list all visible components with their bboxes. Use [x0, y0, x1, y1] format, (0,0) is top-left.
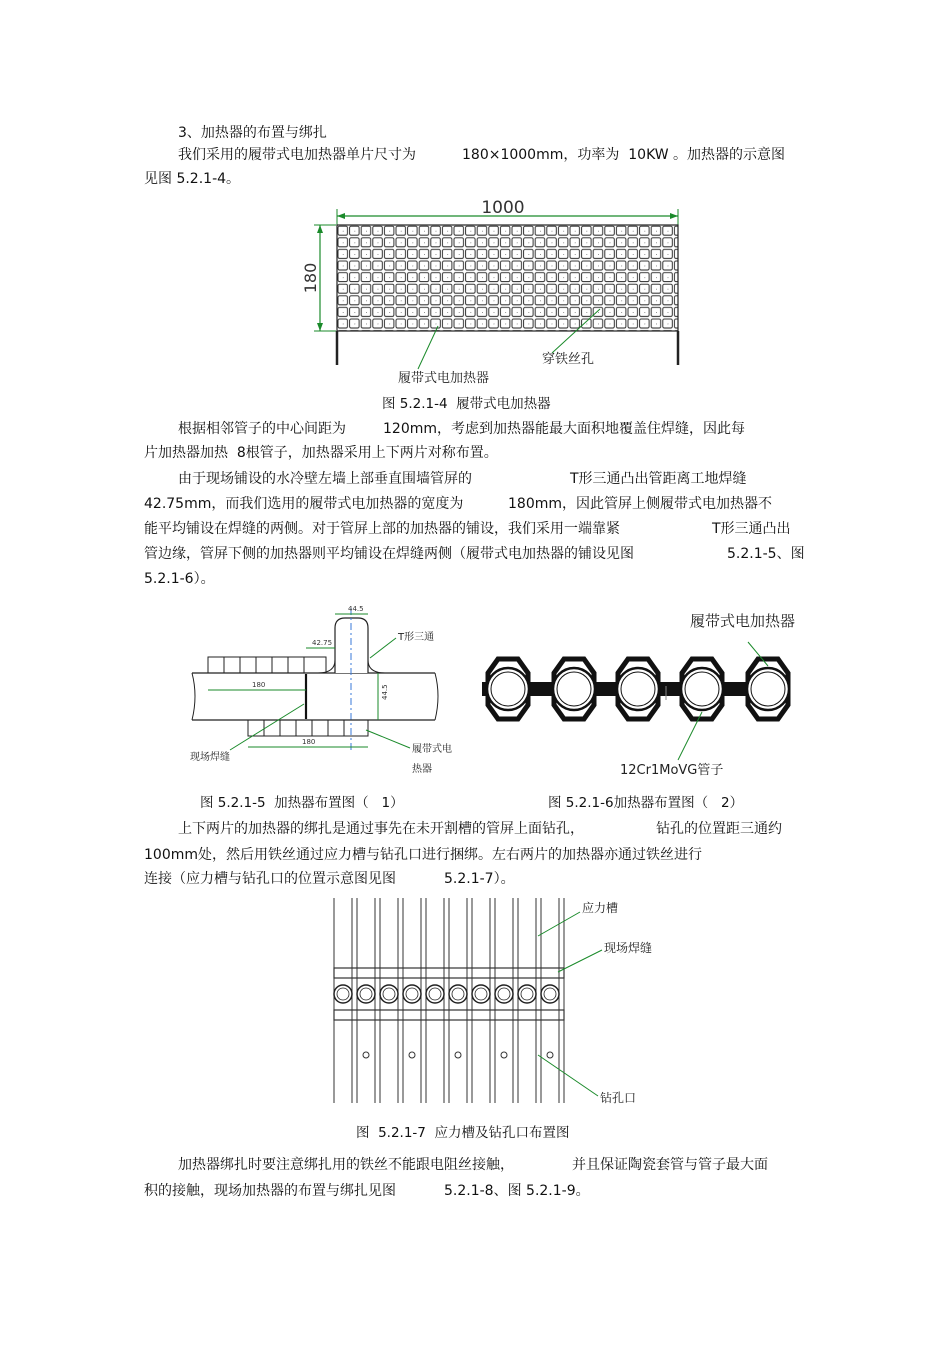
dim-upper-heater: 180: [252, 681, 266, 689]
label-crawler-heater-2: 履带式电加热器: [690, 612, 796, 630]
figure-5-2-1-7-caption: 图 5.2.1-7 应力槽及钻孔口布置图: [356, 1125, 570, 1141]
p3-line5: 5.2.1-6）。: [144, 571, 215, 587]
p5-line2-part1: 积的接触，现场加热器的布置与绑扎见图: [144, 1183, 396, 1199]
p2-line2: 片加热器加热 8根管子，加热器采用上下两片对称布置。: [144, 445, 498, 461]
p3-line4-part1: 管边缘，管屏下侧的加热器则平均铺设在焊缝两侧（履带式电加热器的铺设见图: [144, 546, 634, 562]
p4-line3-part1: 连接（应力槽与钻孔口的位置示意图见图: [144, 871, 396, 887]
label-tee: T形三通: [398, 632, 435, 643]
p2-line1-part2: 120mm，考虑到加热器能最大面积地覆盖住焊缝，因此每: [383, 421, 745, 437]
p3-line1-part1: 由于现场铺设的水冷壁左墙上部垂直围墙管屏的: [178, 471, 472, 487]
label-site-weld: 现场焊缝: [190, 752, 230, 763]
p5-line1-part2: 并且保证陶瓷套管与管子最大面: [572, 1157, 768, 1173]
label-crawler-heater: 履带式电加热器: [398, 371, 490, 386]
p4-line1-part2: 钻孔的位置距三通约: [656, 821, 782, 837]
p3-line2-part1: 42.75mm，而我们选用的履带式电加热器的宽度为: [144, 496, 464, 512]
label-stress-slot: 应力槽: [582, 901, 619, 915]
p3-line2-part2: 180mm，因此管屏上侧履带式电加热器不: [508, 496, 772, 512]
p4-line3-part2: 5.2.1-7）。: [444, 871, 515, 887]
figure-5-2-1-4-caption: 图 5.2.1-4 履带式电加热器: [382, 396, 551, 412]
dim-side: 44.5: [381, 684, 389, 700]
p1-line1-part2: 180×1000mm，功率为 10KW 。加热器的示意图: [462, 147, 786, 163]
p4-line1-part1: 上下两片的加热器的绑扎是通过事先在未开割槽的管屏上面钻孔，: [178, 821, 584, 837]
figure-5-2-1-6-caption: 图 5.2.1-6加热器布置图（ 2）: [548, 795, 744, 811]
dim-top: 44.5: [348, 605, 364, 613]
heater-layout-diagram-2: [478, 600, 802, 780]
dim-lower-heater: 180: [302, 738, 316, 746]
p5-line2-part2: 5.2.1-8、图 5.2.1-9。: [444, 1183, 590, 1199]
p3-line1-part2: T形三通凸出管距离工地焊缝: [570, 471, 747, 487]
label-drill-hole: 钻孔口: [600, 1091, 637, 1105]
p2-line1-part1: 根据相邻管子的中心间距为: [178, 421, 346, 437]
figure-5-2-1-7: [326, 898, 653, 1113]
dim-width-label: 1000: [481, 198, 525, 218]
section-heading: 3、加热器的布置与绑扎: [178, 125, 327, 141]
p4-line2: 100mm处，然后用铁丝通过应力槽与钻孔口进行捆绑。左右两片的加热器亦通过铁丝进行: [144, 847, 702, 863]
p1-line1-part1: 我们采用的履带式电加热器单片尺寸为: [178, 147, 416, 163]
figure-5-2-1-5-caption: 图 5.2.1-5 加热器布置图（ 1）: [200, 795, 404, 811]
label-wire-hole: 穿铁丝孔: [542, 352, 595, 367]
figure-5-2-1-5: [190, 600, 460, 780]
stress-slot-drill-hole-diagram: [326, 898, 653, 1113]
p3-line3-part2: T形三通凸出: [712, 521, 791, 537]
heater-layout-diagram-1: [190, 600, 460, 780]
label-heater-line2: 热器: [412, 764, 432, 775]
label-site-weld-2: 现场焊缝: [604, 941, 653, 955]
label-pipe-material: 12Cr1MoVG管子: [620, 763, 724, 778]
dim-height-label: 180: [301, 262, 320, 294]
crawler-heater-diagram: [300, 193, 682, 388]
p3-line4-part2: 5.2.1-5、图: [727, 546, 805, 562]
figure-5-2-1-4: [300, 193, 682, 388]
p1-line2: 见图 5.2.1-4。: [144, 171, 241, 187]
label-heater-line1: 履带式电: [412, 744, 452, 755]
p3-line3-part1: 能平均铺设在焊缝的两侧。对于管屏上部的加热器的铺设，我们采用一端靠紧: [144, 521, 620, 537]
p5-line1-part1: 加热器绑扎时要注意绑扎用的铁丝不能跟电阻丝接触，: [178, 1157, 514, 1173]
figure-5-2-1-6: [478, 600, 802, 780]
dim-offset: 42.75: [312, 639, 333, 647]
